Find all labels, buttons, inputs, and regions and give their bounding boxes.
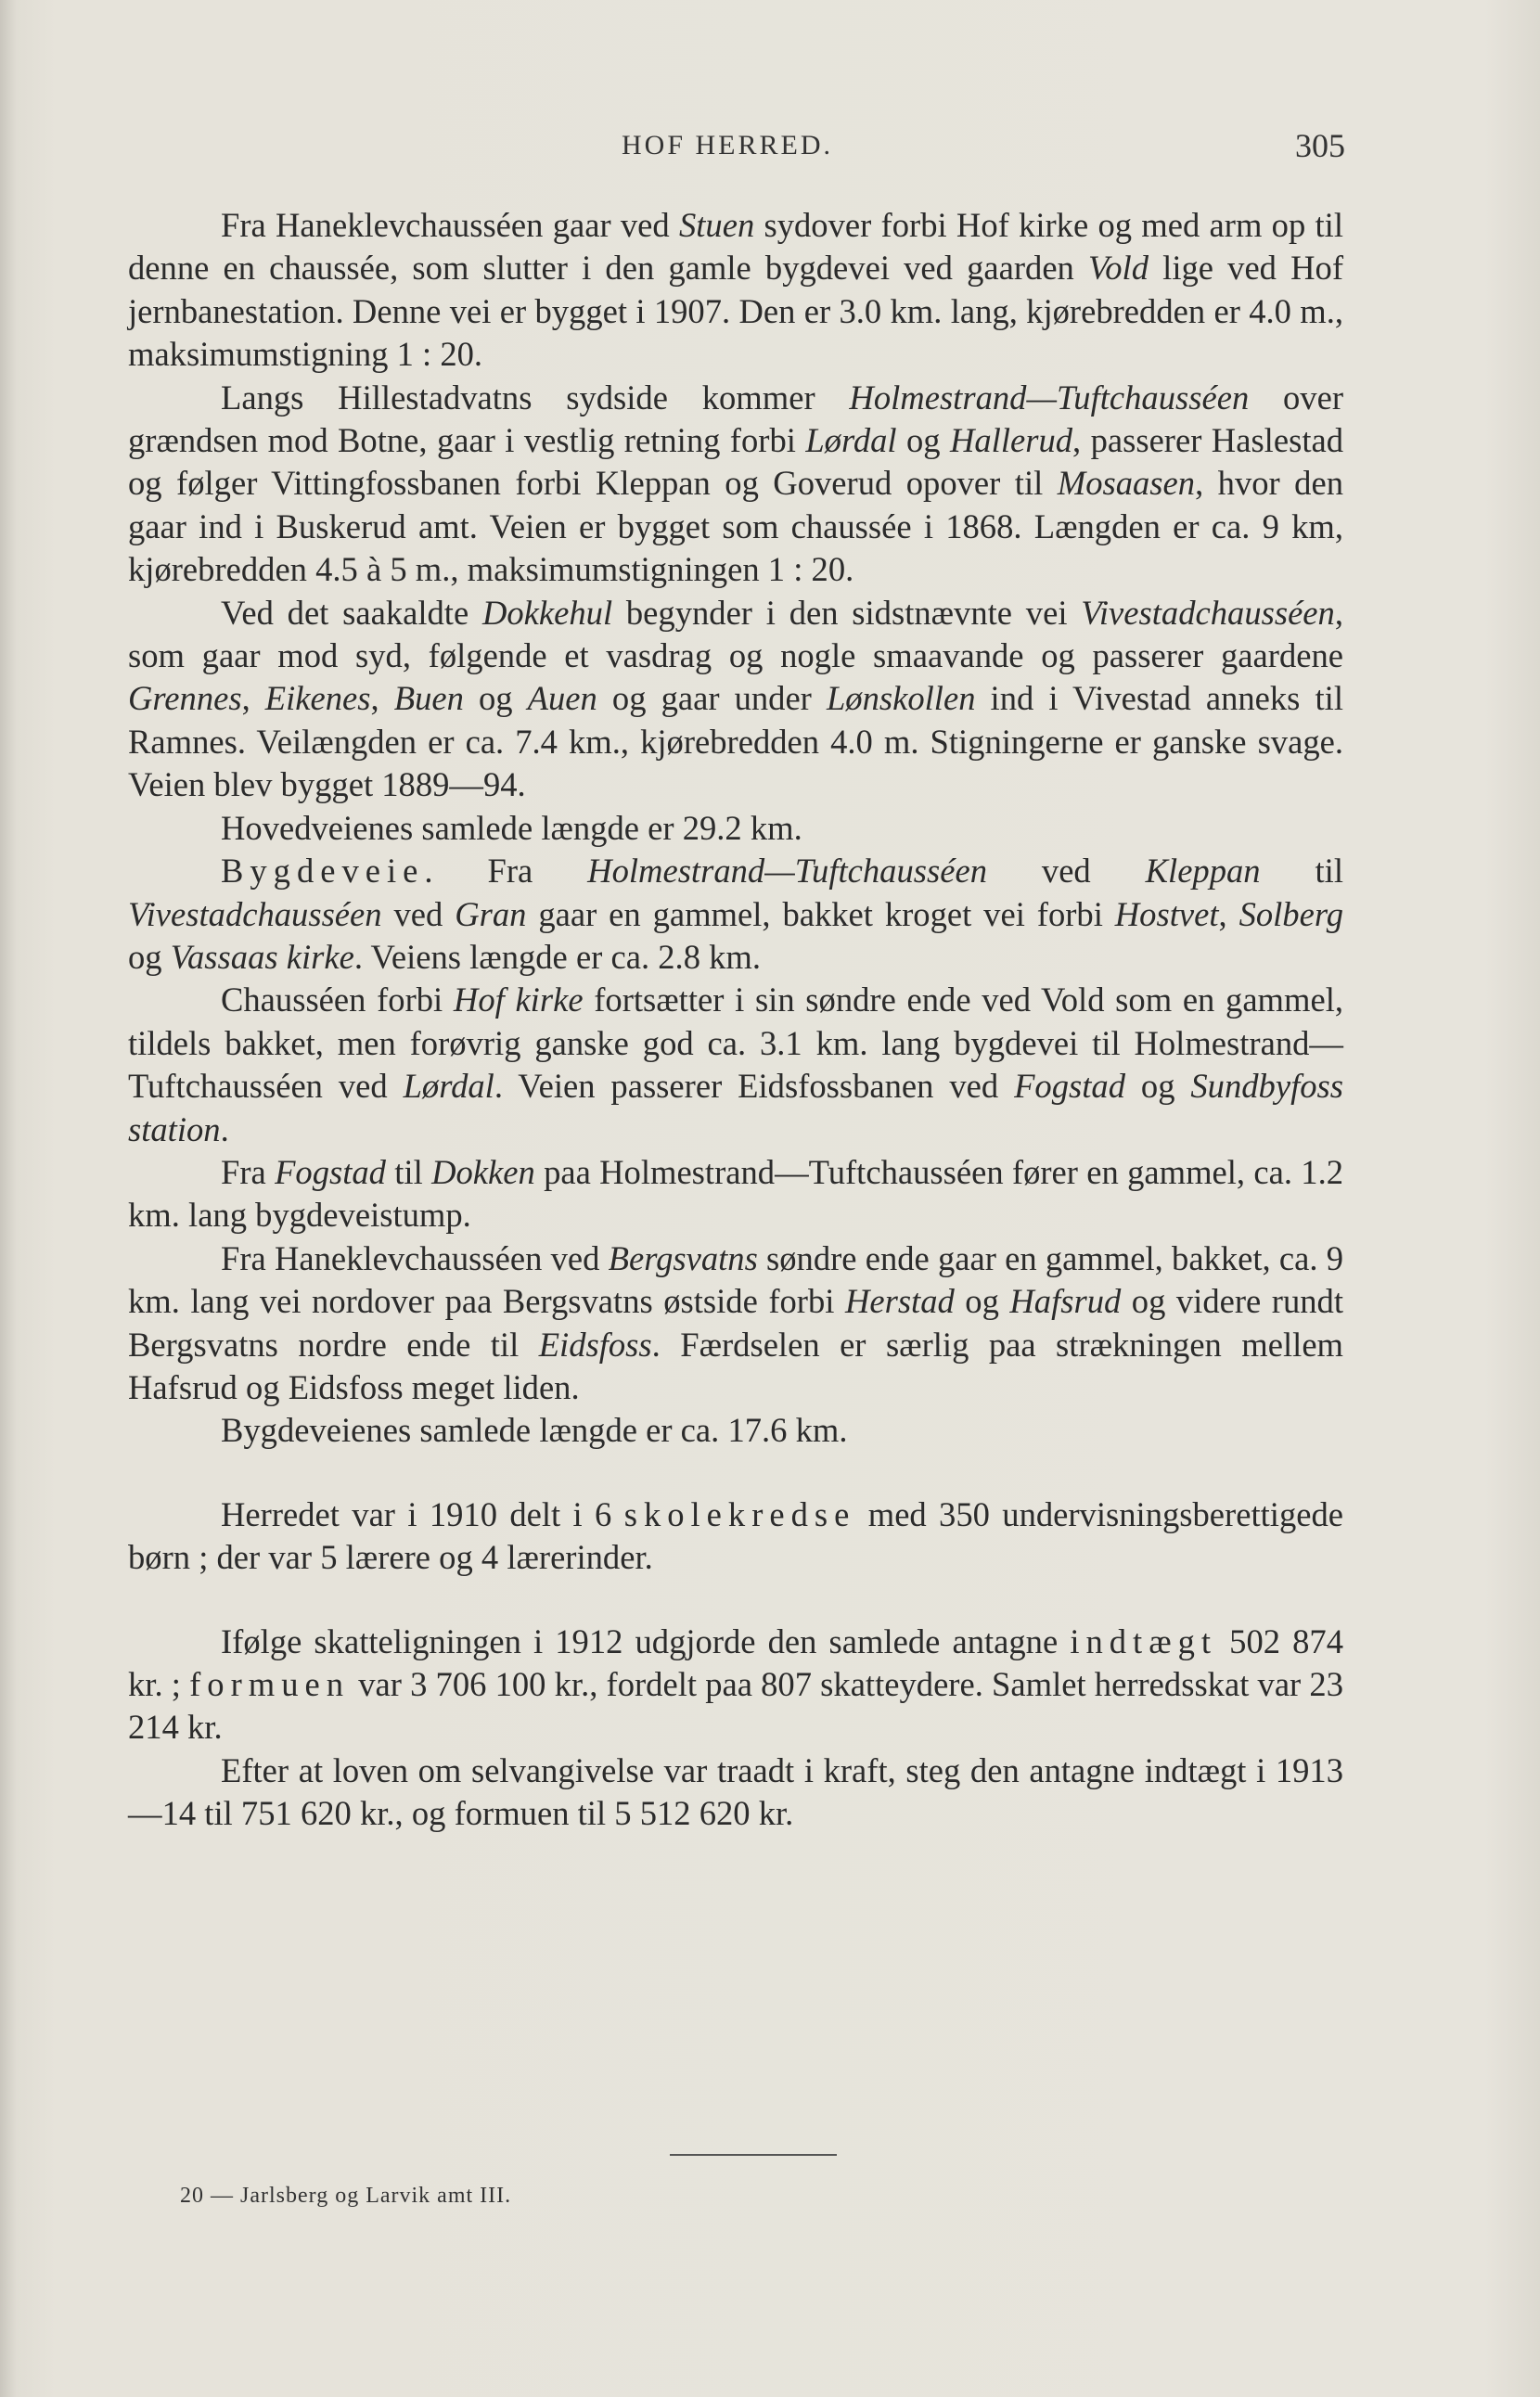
spaced-emphasis: formuen [189,1665,351,1703]
italic-term: Dokkehul [481,593,613,632]
spaced-emphasis: Bygdeveie [221,852,425,891]
paragraph [128,850,1343,979]
italic-term: Hallerud [949,421,1073,460]
italic-term: Eidsfoss [538,1325,652,1364]
text-run: over grændsen mod Botne, gaar i vestlig retning forbi [128,378,1344,460]
text-run: Ifølge skatteligningen i 1912 udgjorde den samlede antagne [221,1622,1071,1660]
text-run: og [896,421,950,460]
paragraph [128,592,1343,807]
text-run: til [1260,852,1343,891]
text-run: . Veiens længde er ca. 2.8 km. [353,937,762,976]
italic-term: Vold [1087,249,1149,288]
paragraph [128,1750,1343,1836]
text-run: Chausséen forbi [221,981,454,1019]
text-run: og videre rundt Bergsvatns nordre ende til [128,1282,1343,1364]
italic-term: Holmestrand—Tuftchausséen [587,852,987,891]
text-run: og [128,937,171,976]
text-run: Fra Haneklevchausséen gaar ved [221,206,679,244]
paragraph [128,1493,1343,1580]
paragraph [128,1151,1343,1237]
paragraph [128,204,1343,377]
text-run: . Fra [424,852,588,891]
text-run: med 350 undervisningsberettigede børn ; der var 5 lærere og 4 lærerinder. [128,1494,1343,1577]
text-run: ved [986,852,1146,891]
italic-term: Herstad [844,1282,955,1321]
text-run: og [954,1282,1010,1321]
text-run: , hvor den gaar ind i Buskerud amt. Veien er bygget som chaussée i 1868. Længden er ca. 9 km, kjørebredden 4.5 à 5 m., maksimumstigningen 1 : 20. [128,464,1343,589]
text-run: , [241,679,265,718]
paragraph [128,1409,1343,1452]
page-header [130,127,1345,176]
italic-term: Vivestadchausséen [1081,593,1335,632]
text-run: Bygdeveienes samlede længde er ca. 17.6 km. [221,1411,848,1450]
text-run: 502 874 kr. ; [128,1622,1343,1703]
body-text [128,204,1343,1836]
italic-term: Sundbyfoss station [128,1067,1343,1148]
running-head: HOF HERRED. [622,130,834,160]
text-run: Herredet var i 1910 delt i 6 [221,1494,624,1533]
text-run: Efter at loven om selvangivelse var traadt i kraft, steg den antagne indtægt i 1913—14 til 751 620 kr., og formuen til 5 512 620 kr. [128,1750,1343,1833]
italic-term: Mosaasen [1057,464,1196,503]
spaced-emphasis: indtægt [1070,1622,1218,1660]
italic-term: Hof kirke [453,981,584,1019]
text-run: paa Holmestrand—Tuftchausséen fører en gammel, ca. 1.2 km. lang bygdeveistump. [128,1152,1343,1235]
text-run: , [1218,894,1239,933]
text-run: , passerer Haslestad og følger Vittingfossbanen forbi Kleppan og Goverud opover til [128,421,1344,503]
footnote: 20 — Jarlsberg og Larvik amt III. [180,2184,512,2208]
text-run: Fra [221,1152,276,1191]
italic-term: Gran [455,894,527,933]
text-run: og gaar under [597,679,827,718]
text-run: Fra Haneklevchausséen ved [221,1238,609,1277]
text-run: begynder i den sidstnævnte vei [612,593,1082,632]
text-run: til [385,1152,432,1191]
italic-term: Vassaas kirke [170,937,354,976]
italic-term: Fogstad [1014,1067,1125,1106]
italic-term: Solberg [1238,894,1343,933]
italic-term: Dokken [431,1152,535,1191]
italic-term: Fogstad [275,1152,386,1191]
text-run: . Veien passerer Eidsfossbanen ved [494,1067,1015,1106]
paragraph [128,807,1343,850]
text-run: . [220,1109,229,1148]
spaced-emphasis: skolekredse [623,1494,856,1533]
text-run: ved [381,894,456,933]
italic-term: Kleppan [1145,852,1261,891]
paragraph [128,377,1343,592]
text-run: sydover forbi Hof kirke og med arm op til denne en chaussée, som slutter i den gamle bygdevei ved gaarden [128,206,1343,288]
text-run: og [1125,1067,1191,1106]
italic-term: Hafsrud [1009,1282,1122,1321]
text-run: , som gaar mod syd, følgende et vasdrag og nogle smaavande og passerer gaardene [128,593,1343,675]
paragraph [128,1237,1343,1410]
italic-term: Stuen [678,206,755,244]
footnote-rule [670,2154,837,2156]
text-run: Langs Hillestadvatns sydside kommer [221,378,850,417]
text-run: var 3 706 100 kr., fordelt paa 807 skatteydere. Samlet herredsskat var 23 214 kr. [128,1665,1343,1747]
text-run: søndre ende gaar en gammel, bakket, ca. 9 km. lang vei nordover paa Bergsvatns østside forbi [128,1238,1343,1321]
text-run: ind i Vivestad anneks til Ramnes. Veilængden er ca. 7.4 km., kjørebredden 4.0 m. Stigningerne er ganske svage. Veien blev bygget 1889—94. [128,679,1343,804]
italic-term: Holmestrand—Tuftchausséen [849,378,1250,417]
italic-term: Vivestadchausséen [128,894,382,933]
text-run: , [370,679,394,718]
text-run: Ved det saakaldte [221,593,482,632]
italic-term: Auen [527,679,597,718]
paragraph [128,979,1343,1151]
page-number: 305 [1295,127,1345,164]
paragraph [128,1621,1343,1750]
text-run: gaar en gammel, bakket kroget vei forbi [526,894,1115,933]
italic-term: Lørdal [805,421,897,460]
text-run: og [463,679,528,718]
text-run: . Færdselen er særlig paa strækningen mellem Hafsrud og Eidsfoss meget liden. [128,1325,1344,1406]
text-run: fortsætter i sin søndre ende ved Vold som en gammel, tildels bakket, men forøvrig ganske god ca. 3.1 km. lang bygdevei til Holmestrand—Tuftchausséen ved [128,981,1343,1106]
text-run: Hovedveienes samlede længde er 29.2 km. [221,808,802,847]
italic-term: Eikenes [264,679,371,718]
italic-term: Lørdal [403,1067,494,1106]
italic-term: Hostvet [1114,894,1219,933]
italic-term: Buen [393,679,464,718]
italic-term: Lønskollen [826,679,976,718]
italic-term: Bergsvatns [608,1238,758,1277]
text-run: lige ved Hof jernbanestation. Denne vei er bygget i 1907. Den er 3.0 km. lang, kjørebredden er 4.0 m., maksimumstigning 1 : 20. [128,249,1343,374]
italic-term: Grennes [128,679,242,718]
